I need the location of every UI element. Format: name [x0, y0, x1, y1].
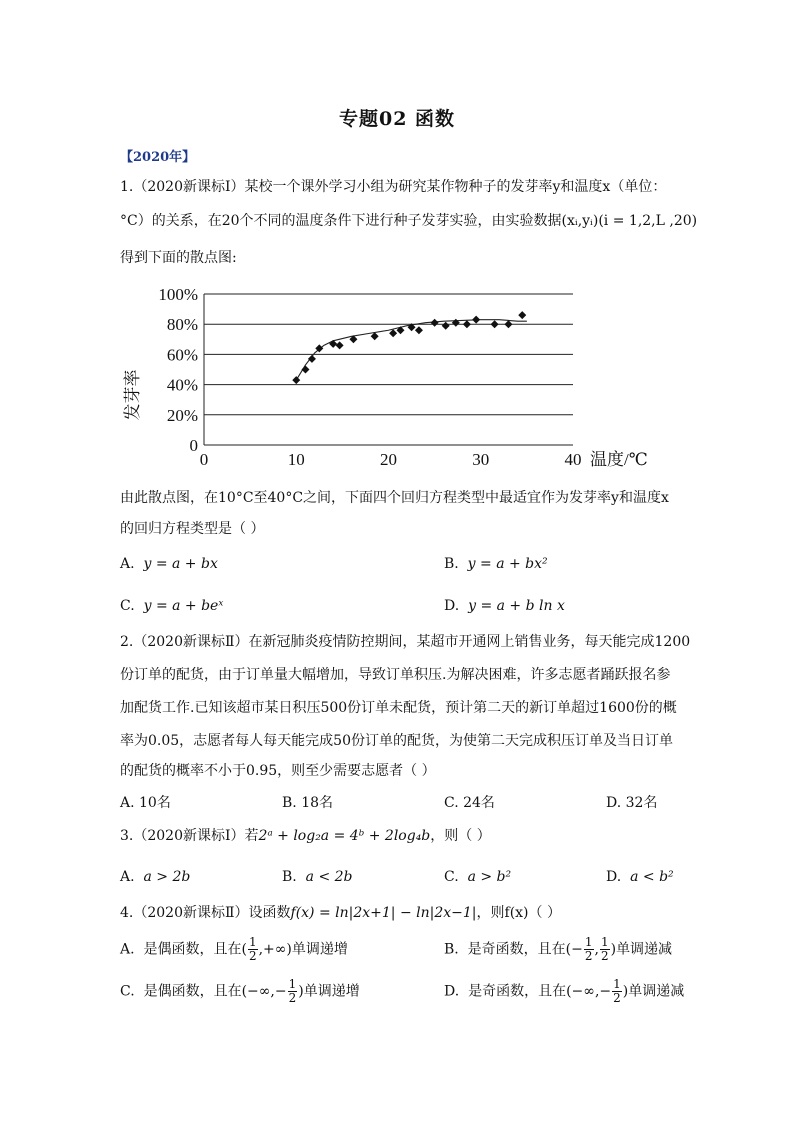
x-tick-label: 40 [564, 450, 582, 469]
page-title: 专题02 函数 [338, 108, 456, 130]
q1-line1: 1.（2020新课标Ⅰ）某校一个课外学习小组为研究某作物种子的发芽率y和温度x（单位： [120, 179, 667, 195]
y-tick-label: 0 [189, 436, 198, 455]
data-point [389, 329, 397, 337]
data-point [292, 376, 300, 384]
q4-option-a: A. 是偶函数，且在( $\frac{1}{2}$ ,+∞)单调递增 [120, 935, 348, 963]
y-tick-label: 40% [166, 375, 198, 395]
q1-after1: 由此散点图，在10°C至40°C之间，下面四个回归方程类型中最适宜作为发芽率y和温度x [120, 490, 669, 506]
data-point [329, 340, 337, 348]
x-tick-labels [200, 450, 582, 469]
y-tick-label: 80% [166, 315, 198, 335]
chart-axes [204, 294, 573, 445]
q1-line3: 得到下面的散点图: [120, 250, 237, 266]
data-point [308, 355, 316, 363]
fraction: $\frac{1}{2}$ [600, 935, 609, 963]
q4-option-b: B. 是奇函数，且在(− $\frac{1}{2}$ , $\frac{1}{2}$ )单调递减 [444, 935, 673, 963]
fraction: $\frac{1}{2}$ [584, 935, 593, 963]
fraction: $\frac{1}{2}$ [613, 977, 621, 1005]
fraction: $\frac{1}{2}$ [288, 977, 297, 1005]
data-point [504, 320, 512, 328]
x-tick-label: 10 [287, 450, 305, 469]
q3-option-b: B. a < 2b [282, 869, 353, 885]
q4-option-c: C. 是偶函数，且在(−∞,− $\frac{1}{2}$ )单调递增 [120, 977, 360, 1005]
q1-option-c: C. y = a + beˣ [120, 598, 224, 614]
data-point [463, 320, 471, 328]
year-tag: 【2020年】 [120, 150, 196, 165]
q3-stem: 3.（2020新课标Ⅰ）若2ᵃ + log₂a = 4ᵇ + 2log₄b，则（ ） [120, 828, 491, 844]
q1-option-d: D. y = a + b ln x [444, 598, 565, 614]
data-point [472, 316, 480, 324]
data-point [431, 319, 439, 327]
data-point [336, 341, 344, 349]
q2-line5: 的配货的概率不小于0.95，则至少需要志愿者（ ） [120, 763, 436, 779]
q1-line2: °C）的关系，在20个不同的温度条件下进行种子发芽实验，由实验数据(xᵢ,yᵢ)(i = 1,2,L ,20) [120, 213, 698, 229]
fraction: $\frac{1}{2}$ [248, 935, 257, 963]
data-points [292, 311, 526, 384]
data-point [301, 366, 309, 374]
y-tick-label: 60% [166, 345, 198, 365]
data-point [518, 311, 526, 319]
x-tick-label: 0 [199, 450, 209, 469]
q1-after2: 的回归方程类型是（ ） [120, 521, 265, 537]
data-point [442, 322, 450, 330]
y-tick-label: 100% [158, 285, 198, 304]
data-point [415, 326, 423, 334]
y-tick-labels [158, 285, 198, 455]
chart-grid [204, 294, 573, 415]
y-tick-label: 20% [166, 405, 198, 425]
x-axis-label: 温度/℃ [590, 450, 648, 469]
q2-line2: 份订单的配货，由于订单量大幅增加，导致订单积压.为解决困难，许多志愿者踊跃报名参 [120, 667, 671, 683]
q1-option-b: B. y = a + bx² [444, 556, 548, 572]
scatter-chart [118, 282, 678, 472]
q2-option-b: B. 18名 [282, 795, 334, 811]
data-point [491, 320, 499, 328]
y-axis-label: 发芽率 [123, 369, 142, 421]
q2-option-c: C. 24名 [444, 795, 495, 811]
q2-line1: 2.（2020新课标Ⅱ）在新冠肺炎疫情防控期间，某超市开通网上销售业务，每天能完成1200 [120, 634, 691, 650]
q4-stem: 4.（2020新课标Ⅱ）设函数f(x) = ln|2x+1| − ln|2x−1|，则f(x)（ ） [120, 905, 561, 921]
q2-option-d: D. 32名 [606, 795, 658, 811]
q2-option-a: A. 10名 [120, 795, 171, 811]
x-tick-label: 30 [472, 450, 490, 469]
q2-line3: 加配货工作.已知该超市某日积压500份订单未配货，预计第二天的新订单超过1600份的概 [120, 700, 677, 716]
x-tick-label: 20 [380, 450, 397, 469]
q2-line4: 率为0.05，志愿者每人每天能完成50份订单的配货，为使第二天完成积压订单及当日订单 [120, 733, 673, 749]
q3-option-d: D. a < b² [606, 869, 674, 885]
q4-option-d: D. 是奇函数，且在(−∞,− $\frac{1}{2}$ )单调递减 [444, 977, 685, 1005]
q3-option-c: C. a > b² [444, 869, 512, 885]
data-point [452, 319, 460, 327]
q1-option-a: A. y = a + bx [120, 556, 218, 572]
q3-option-a: A. a > 2b [120, 869, 191, 885]
